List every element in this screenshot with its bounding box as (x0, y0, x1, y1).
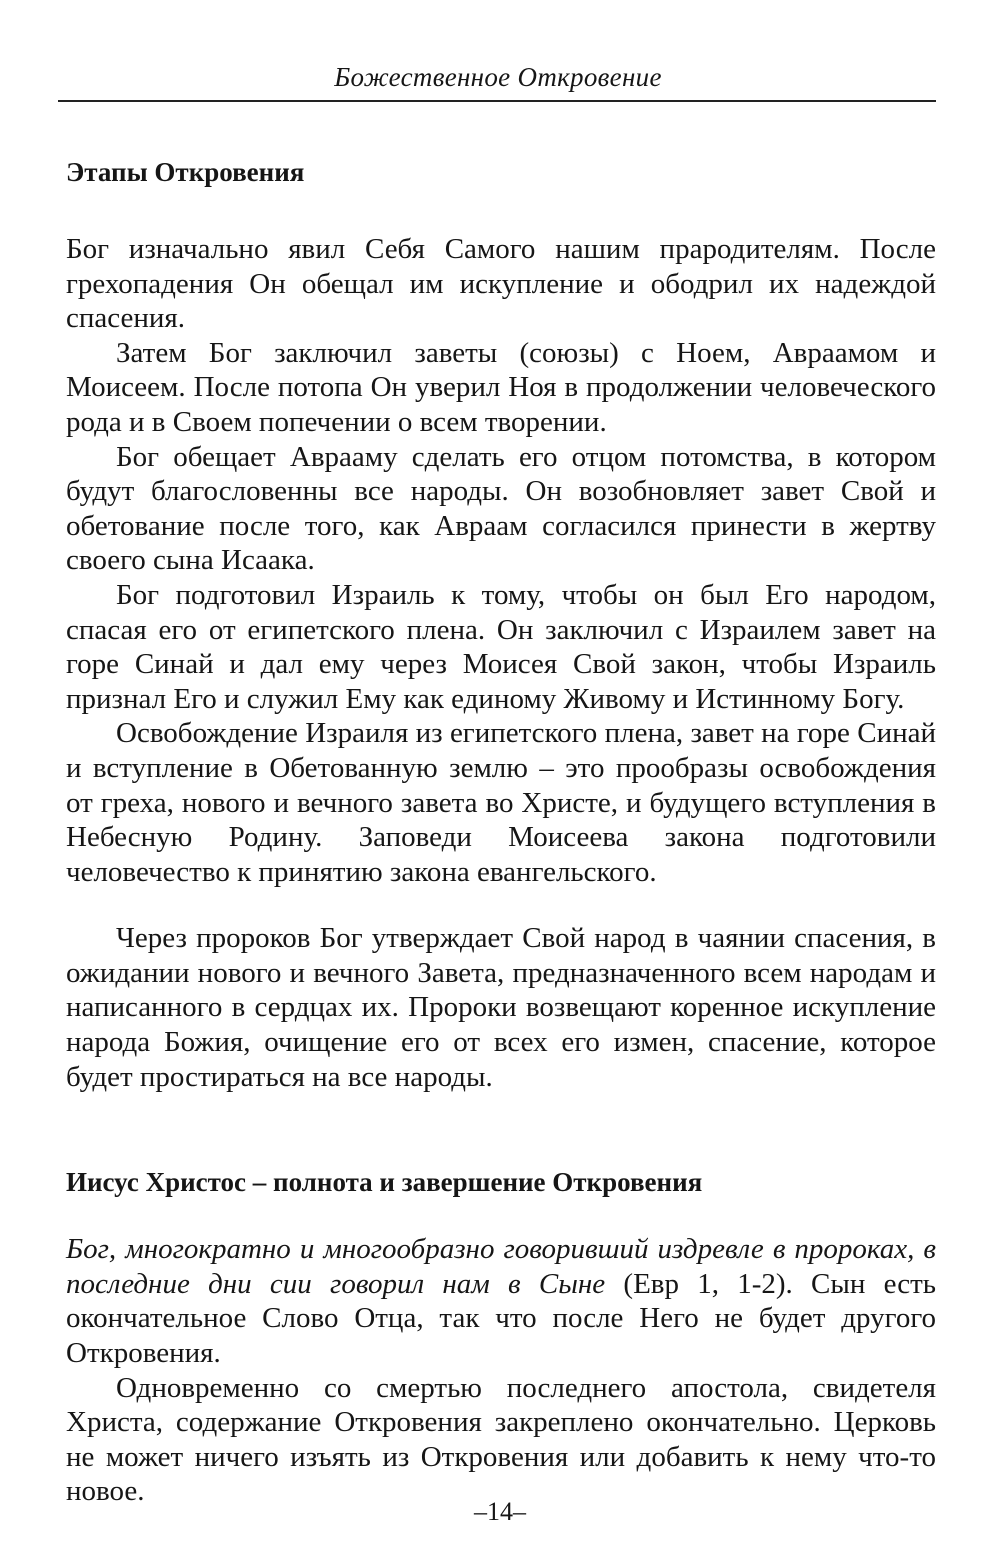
scripture-reference-text: (Евр 1, 1-2). Сын есть окончательное Слово Отца, так что после Него не будет другого Откровения. (66, 1267, 937, 1370)
scripture-quote: Бог, многократно и многообразно говоривший издревле в пророках, в последние дни сии говорил нам в Сыне (66, 1233, 936, 1300)
paragraph-closing: Одновременно со смертью последнего апостола, свидетеля Христа, содержание Откровения закреплено окончательно. Церковь не может ничего изъять из Откровения или добавить к нему что-то новое. (66, 1371, 936, 1508)
paragraph-4: Бог подготовил Израиль к тому, чтобы он был Его народом, спасая его от египетского плена. Он заключил с Израилем завет на горе Синай и дал ему через Моисея Свой закон, чтобы Израиль признал Его и служил Ему как единому Живому и Истинному Богу. (66, 578, 936, 715)
header-rule (58, 100, 936, 102)
page-content (66, 152, 936, 1509)
section-title-stages: Этапы Откровения (66, 157, 305, 187)
paragraph-6: Через пророков Бог утверждает Свой народ в чаянии спасения, в ожидании нового и вечного Завета, предназначенного всем народам и написанного в сердцах их. Пророки возвещают коренное искупление народа Божия, очищение его от всех его измен, спасение, которое будет простираться на все народы. (66, 922, 936, 1093)
paragraph-3: Бог обещает Аврааму сделать его отцом потомства, в котором будут благословенны все народы. Он возобновляет завет Свой и обетование после того, как Авраам согласился принести в жертву своего сына Исаака. (66, 440, 936, 577)
page-number: –14– (474, 1497, 526, 1526)
paragraph-1: Бог изначально явил Себя Самого нашим прародителям. После грехопадения Он обещал им искупление и ободрил их надеждой спасения. (66, 233, 936, 335)
paragraph-2: Затем Бог заключил заветы (союзы) с Ноем, Авраамом и Моисеем. После потопа Он уверил Ноя в продолжении человеческого рода и в Своем попечении о всем творении. (66, 336, 936, 438)
scripture-paragraph (66, 1232, 936, 1370)
paragraph-5: Освобождение Израиля из египетского плена, завет на горе Синай и вступление в Обетованную землю – это прообразы освобождения от греха, нового и вечного завета во Христе, и будущего вступления в Небесную Родину. Заповеди Моисеева закона подготовили человечество к принятию закона евангельского. (66, 717, 936, 888)
section-title-christ: Иисус Христос – полнота и завершение Откровения (66, 1167, 703, 1198)
running-head: Божественное Откровение (334, 62, 662, 92)
